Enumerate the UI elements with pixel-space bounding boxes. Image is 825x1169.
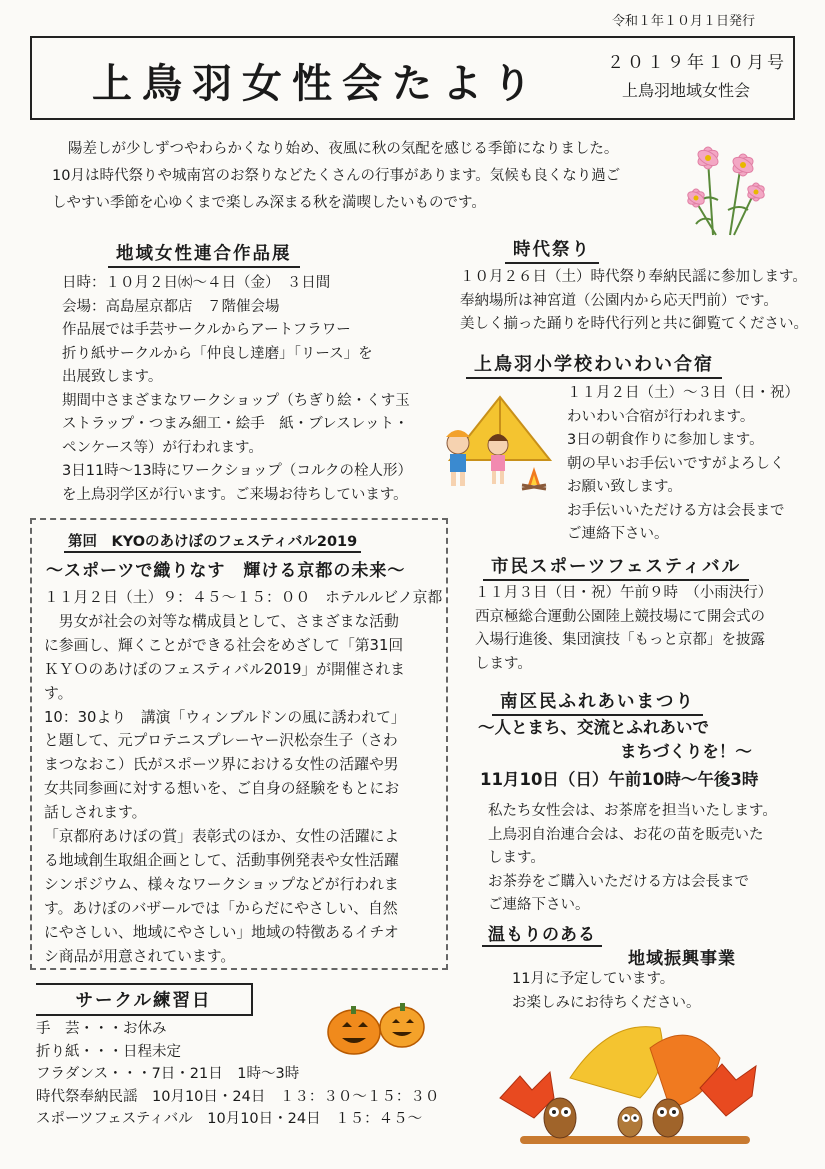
wakuwaku-body	[567, 382, 799, 547]
exhibit-line: 日時：１０月２日㈬〜４日（金） ３日間	[62, 275, 331, 291]
circle-line: スポーツフェスティバル 10月10日・24日 １５：４５〜	[36, 1111, 423, 1127]
exhibit-line: 出展致します。	[62, 369, 163, 385]
sports-line: 西京極総合運動公園陸上競技場にて開会式の	[475, 608, 765, 625]
exhibit-line: 3日11時〜13時にワークショップ（コルクの栓人形）	[62, 463, 413, 479]
fureai-heading: 南区民ふれあいまつり	[492, 688, 703, 716]
festival-line: 女共同参画に対する想いを、ご自身の経験をもとにお	[44, 780, 400, 798]
fureai-line: ご連絡下さい。	[488, 897, 590, 913]
festival-line: シ商品が用意されています。	[44, 947, 236, 965]
intro-line: 陽差しが少しずつやわらかくなり始め、夜風に秋の気配を感じる季節になりました。	[68, 141, 619, 157]
wakuwaku-line: わいわい合宿が行われます。	[567, 408, 755, 425]
festival-line: と題して、元プロテニスプレーヤー沢松奈生子（さわ	[44, 732, 398, 750]
sports-body	[475, 582, 772, 676]
onmori-body	[512, 968, 701, 1015]
jidai-body	[460, 266, 808, 337]
wakuwaku-line: 朝の早いお手伝いですがよろしく	[567, 455, 785, 472]
festival-subtitle: 〜スポーツで織りなす 輝ける京都の未来〜	[46, 561, 406, 581]
intro-line: 10月は時代祭りや城南宮のお祭りなどたくさんの行事があります。気候も良くなり過ご	[52, 168, 621, 184]
onmori-line: お楽しみにお待ちください。	[512, 994, 701, 1011]
jidai-heading: 時代祭り	[505, 236, 599, 264]
fureai-line: 私たち女性会は、お茶席を担当いたします。	[488, 803, 777, 819]
circle-line: 折り紙・・・日程未定	[36, 1043, 181, 1060]
fureai-body	[488, 800, 777, 918]
onmori-heading-1: 温もりのある	[482, 920, 602, 947]
exhibit-line: ペンケース等）が行われます。	[62, 439, 263, 456]
festival-line: にやさしい、地域にやさしい」地域の特徴あるイチオ	[44, 923, 399, 941]
jidai-line: 美しく揃った踊りを時代行列と共に御覧てください。	[460, 316, 808, 332]
circle-line: 時代祭奉納民謡 10月10日・24日 １３：３０〜１５：３０	[36, 1088, 440, 1105]
fureai-line: 上鳥羽自治連合会は、お花の苗を販売いた	[488, 826, 764, 843]
cosmos-flowers-icon	[668, 130, 778, 240]
festival-line: 10：30より 講演「ウィンブルドンの風に誘われて」	[44, 708, 406, 726]
exhibit-body	[62, 272, 412, 507]
fureai-datetime: 11月10日（日）午前10時〜午後3時	[480, 770, 759, 789]
onmori-line: 11月に予定しています。	[512, 971, 675, 987]
festival-line: １１月２日（土）９：４５〜１５：００ ホテルルビノ京都	[44, 589, 443, 606]
onmori-heading-2: 地域振興事業	[628, 949, 736, 969]
fureai-line: お茶券をご購入いただける方は会長まで	[488, 873, 749, 890]
intro-line: しやすい季節を心ゆくまで楽しみ深まる秋を満喫したいものです。	[52, 195, 486, 211]
publisher-name: 上鳥羽地域女性会	[622, 81, 751, 100]
jidai-line: 奉納場所は神宮道（公園内から応天門前）です。	[460, 292, 778, 309]
autumn-owls-icon	[500, 1018, 765, 1148]
exhibit-line: ストラップ・つまみ細工・絵手 紙・ブレスレット・	[62, 416, 409, 432]
festival-heading: 第回 KYOのあけぼのフェスティバル2019	[64, 530, 361, 553]
exhibit-line: 折り紙サークルから「仲良し達磨」「リース」を	[62, 345, 373, 362]
issue-date: 令和１年１０月１日発行	[612, 14, 756, 29]
fureai-subtitle-2: まちづくりを！〜	[620, 742, 752, 761]
sports-line: １１月３日（日・祝）午前９時 （小雨決行）	[475, 585, 773, 601]
festival-line: シンポジウム、様々なワークショップなどが行われま	[44, 875, 399, 893]
jidai-line: １０月２６日（土）時代祭り奉納民謡に参加します。	[460, 269, 807, 285]
festival-line: ＫＹＯのあけぼのフェスティバル2019」が開催されま	[44, 660, 405, 678]
issue-number: ２０１９年１０月号	[607, 53, 787, 73]
wakuwaku-line: お手伝いいただける方は会長まで	[567, 502, 785, 519]
camp-tent-icon	[430, 385, 560, 500]
festival-line: 「京都府あけぼの賞」表彰式のほか、女性の活躍によ	[44, 828, 400, 846]
fureai-line: します。	[488, 850, 545, 866]
festival-line: まつなおこ）氏がスポーツ界における女性の活躍や男	[44, 756, 399, 774]
festival-body	[44, 586, 442, 969]
intro-paragraph	[52, 136, 620, 217]
circle-heading: サークル練習日	[36, 983, 253, 1016]
wakuwaku-line: ご連絡下さい。	[567, 526, 669, 542]
exhibit-heading: 地域女性連合作品展	[108, 240, 300, 268]
masthead	[30, 36, 795, 120]
wakuwaku-line: 3日の朝食作りに参加します。	[567, 432, 764, 448]
wakuwaku-heading: 上鳥羽小学校わいわい合宿	[466, 350, 722, 379]
festival-line: 話しされます。	[44, 804, 147, 822]
pumpkins-icon	[324, 992, 434, 1062]
exhibit-line: 作品展では手芸サークルからアートフラワー	[62, 322, 351, 338]
exhibit-line: 期間中さまざまなワークショップ（ちぎり絵・くす玉	[62, 392, 410, 409]
sports-heading: 市民スポーツフェスティバル	[483, 553, 749, 581]
fureai-subtitle-1: 〜人とまち、交流とふれあいで	[478, 718, 709, 737]
exhibit-line: を上鳥羽学区が行います。ご来場お待ちしています。	[62, 486, 408, 503]
newsletter-title: 上鳥羽女性会たより	[92, 60, 542, 107]
festival-line: る地域創生取組企画として、活動事例発表や女性活躍	[44, 851, 399, 869]
wakuwaku-line: １１月２日（土）〜３日（日・祝）	[567, 385, 799, 401]
festival-line: に参画し、輝くことができる社会をめざして「第31回	[44, 636, 404, 654]
festival-line: 男女が社会の対等な構成員として、さまざまな活動	[44, 612, 399, 630]
exhibit-line: 会場：高島屋京都店 ７階催会場	[62, 298, 280, 315]
circle-line: フラダンス・・・7日・21日 1時〜3時	[36, 1066, 300, 1082]
festival-line: す。	[44, 684, 73, 702]
sports-line: します。	[475, 655, 532, 672]
circle-line: 手 芸・・・お休み	[36, 1021, 167, 1037]
wakuwaku-line: お願い致します。	[567, 479, 682, 495]
sports-line: 入場行進後、集団演技「もっと京都」を披露	[475, 632, 765, 648]
festival-line: す。あけぼのバザールでは「からだにやさしい、自然	[44, 899, 398, 917]
